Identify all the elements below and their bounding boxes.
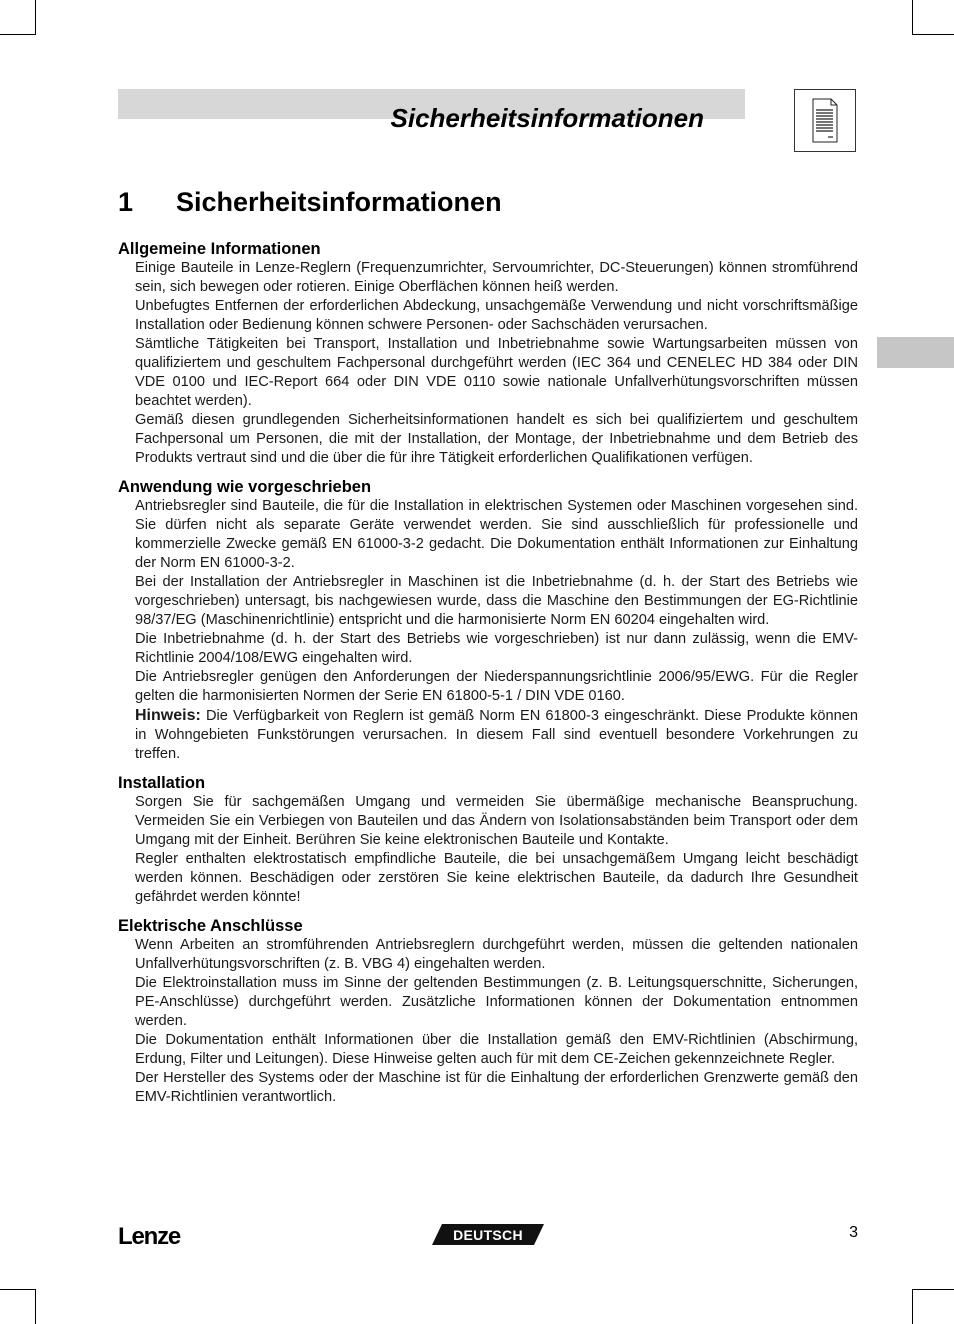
running-title: Sicherheitsinformationen: [390, 103, 704, 133]
lenze-logo: Lenze: [118, 1223, 181, 1250]
paragraph: Unbefugtes Entfernen der erforderlichen Abdeckung, unsachgemäße Verwendung und nicht vorschriftsmäßige Installation oder Bedienung können schwere Personen- oder Sachschäden verursachen.: [135, 298, 858, 333]
paragraph: Bei der Installation der Antriebsregler in Maschinen ist die Inbetriebnahme (d. h. der Start des Betriebs wie vorgeschrieben) untersagt, bis nachgewiesen wurde, dass die Maschine den Bestimmungen der EG-Richtlinie 98/37/EG (Maschinenrichtlinie) entspricht und die harmonisierte Norm EN 60204 eingehalten wird.: [135, 574, 858, 628]
crop-mark-top-right-v: [912, 0, 913, 34]
chapter-title: Sicherheitsinformationen: [176, 187, 502, 217]
paragraph: Antriebsregler sind Bauteile, die für die Installation in elektrischen Systemen oder Maschinen vorgesehen sind. Sie dürfen nicht als separate Geräte verwendet werden. Sie sind ausschließlich für professionelle und kommerzielle Zwecke gemäß EN 61000-3-2 gedacht. Die Dokumentation enthält Informationen zur Einhaltung der Norm EN 61000-3-2.: [135, 498, 858, 571]
crop-mark-bottom-right-v: [912, 1289, 913, 1324]
section-heading: Elektrische Anschlüsse: [118, 917, 303, 935]
document-icon: [794, 89, 856, 152]
paragraph: Sämtliche Tätigkeiten bei Transport, Installation und Inbetriebnahme sowie Wartungsarbeiten müssen von qualifiziertem und geschultem Fachpersonal durchgeführt werden (IEC 364 und CENELEC HD 384 oder DIN VDE 0100 und IEC-Report 664 oder DIN VDE 0110 sowie nationale Unfallverhütungsvorschriften müssen beachtet werden).: [135, 336, 858, 409]
section-heading: Allgemeine Informationen: [118, 240, 321, 258]
crop-mark-top-left-v: [35, 0, 36, 34]
paragraph: Wenn Arbeiten an stromführenden Antriebsreglern durchgeführt werden, müssen die geltenden nationalen Unfallverhütungsvorschriften (z. B. VBG 4) eingehalten werden.: [135, 937, 858, 972]
document-body: [118, 240, 858, 1107]
crop-mark-bottom-left-v: [35, 1289, 36, 1324]
paragraph: Die Antriebsregler genügen den Anforderungen der Niederspannungsrichtlinie 2006/95/EWG. Für die Regler gelten die harmonisierten Normen der Serie EN 61800-5-1 / DIN VDE 0160.: [135, 669, 858, 704]
paragraph: Regler enthalten elektrostatisch empfindliche Bauteile, die bei unsachgemäßem Umgang leicht beschädigt werden können. Beschädigen oder zerstören Sie keine elektrischen Bauteile, da dadurch Ihre Gesundheit gefährdet werden könnte!: [135, 851, 858, 905]
note-paragraph: [135, 706, 858, 764]
chapter-heading: [118, 185, 502, 219]
paragraph: Sorgen Sie für sachgemäßen Umgang und vermeiden Sie übermäßige mechanische Beanspruchung. Vermeiden Sie ein Verbiegen von Bauteilen und das Ändern von Isolationsabständen beim Transport oder dem Umgang mit der Einheit. Berühren Sie keine elektronischen Bauteile und Kontakte.: [135, 794, 858, 848]
crop-mark-top-left-h: [0, 34, 36, 35]
crop-mark-bottom-left-h: [0, 1289, 36, 1290]
paragraph: Einige Bauteile in Lenze-Reglern (Frequenzumrichter, Servoumrichter, DC-Steuerungen) können stromführend sein, sich bewegen oder rotieren. Einige Oberflächen können heiß werden.: [135, 260, 858, 295]
section-heading: Anwendung wie vorgeschrieben: [118, 478, 372, 496]
crop-mark-top-right-h: [912, 34, 954, 35]
paragraph: Gemäß diesen grundlegenden Sicherheitsinformationen handelt es sich bei qualifiziertem und geschultem Fachpersonal um Personen, die mit der Installation, der Montage, der Inbetriebnahme und dem Betrieb des Produkts vertraut sind und die über die für ihre Tätigkeit erforderlichen Qualifikationen verfügen.: [135, 412, 858, 466]
language-label: DEUTSCH: [453, 1227, 523, 1243]
chapter-tab-marker: [877, 337, 954, 368]
paragraph: Die Elektroinstallation muss im Sinne der geltenden Bestimmungen (z. B. Leitungsquerschnitte, Sicherungen, PE-Anschlüsse) durchgeführt werden. Zusätzliche Informationen können der Dokumentation entnommen werden.: [135, 975, 858, 1029]
paragraph: Die Dokumentation enthält Informationen über die Installation gemäß den EMV-Richtlinien (Abschirmung, Erdung, Filter und Leitungen). Diese Hinweise gelten auch für mit dem CE-Zeichen gekennzeichnete Regler.: [135, 1032, 858, 1067]
paragraph: Der Hersteller des Systems oder der Maschine ist für die Einhaltung der erforderlichen Grenzwerte gemäß den EMV-Richtlinien verantwortlich.: [135, 1070, 858, 1105]
document-icon-graphic: [795, 90, 855, 151]
paragraph: Die Inbetriebnahme (d. h. der Start des Betriebs wie vorgeschrieben) ist nur dann zulässig, wenn die EMV-Richtlinie 2004/108/EWG eingehalten wird.: [135, 631, 858, 666]
chapter-number: 1: [118, 187, 134, 217]
section-heading: Installation: [118, 774, 206, 792]
note-text: Die Verfügbarkeit von Reglern ist gemäß Norm EN 61800-3 eingeschränkt. Diese Produkte können in Wohngebieten Funkstörungen verursachen. In diesem Fall sind eventuell besondere Vorkehrungen zu treffen.: [135, 708, 859, 762]
crop-mark-bottom-right-h: [912, 1289, 954, 1290]
note-label: Hinweis:: [135, 707, 201, 724]
page-number: 3: [849, 1224, 858, 1241]
